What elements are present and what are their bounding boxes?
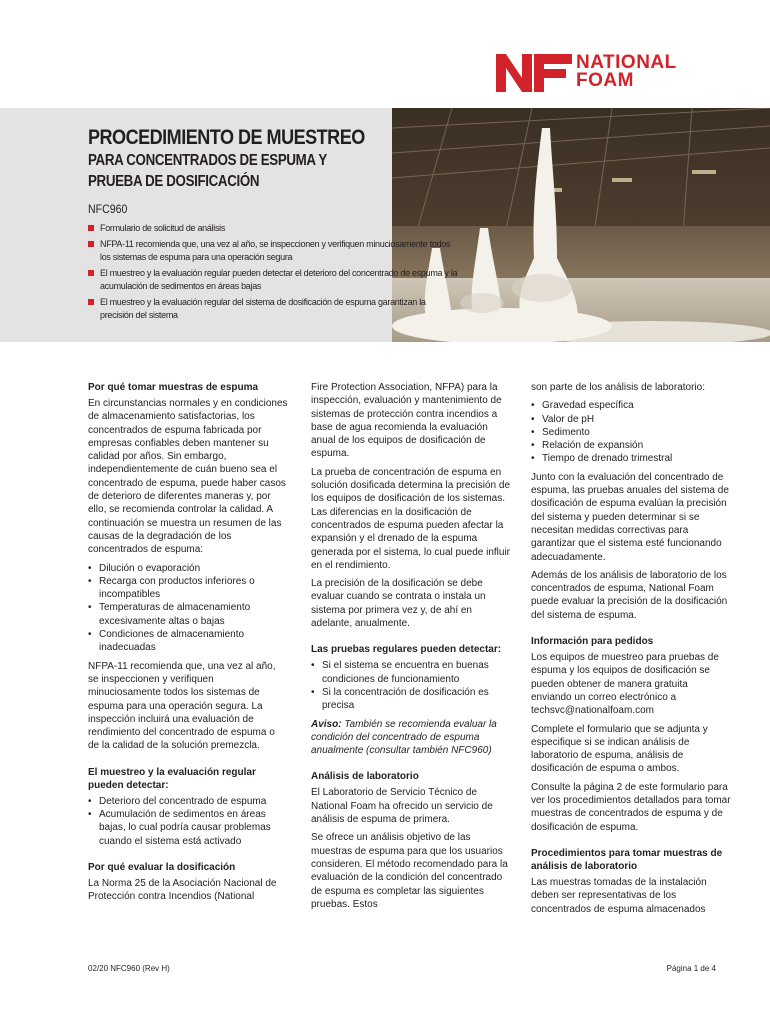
- paragraph: Además de los análisis de laboratorio de los concentrados de espuma, National Foam puede evaluar la precisión de la dosificación del sistema de espuma.: [531, 569, 728, 621]
- list-item: • Sedimento: [531, 426, 731, 439]
- lab-tests-list: [531, 399, 731, 465]
- notice-text: También se recomienda evaluar la condición del concentrado de espuma anualmente (consultar también NFC960): [311, 718, 497, 757]
- degradation-causes-list: [88, 562, 288, 655]
- banner-bullet-text: NFPA-11 recomienda que, una vez al año, se inspeccionen y verifiquen minuciosamente todos los sistemas de espuma para una operación segura: [100, 239, 451, 262]
- paragraph: Se ofrece un análisis objetivo de las muestras de espuma para que los usuarios consideren. El método recomendado para la evaluación de la condición del concentrado de espuma es completar las siguientes pruebas. Estos: [311, 832, 508, 910]
- tests-detect-list: [311, 659, 511, 712]
- red-square-bullet-icon: [88, 241, 94, 247]
- banner-bullet: [88, 267, 458, 293]
- list-item: • Relación de expansión: [531, 439, 731, 452]
- notice-label: Aviso:: [311, 718, 342, 730]
- paragraph: Los equipos de muestreo para pruebas de espuma y los equipos de dosificación se pueden obtener de manera gratuita enviando un correo electrónico a techsvc@nationalfoam.com: [531, 652, 719, 717]
- document-subtitle-line-1: PARA CONCENTRADOS DE ESPUMA Y: [88, 152, 327, 169]
- red-square-bullet-icon: [88, 299, 94, 305]
- section-heading-regular-tests: Las pruebas regulares pueden detectar:: [311, 644, 502, 656]
- list-item: • Tiempo de drenado trimestral: [531, 452, 731, 465]
- logo-line-2: FOAM: [576, 70, 634, 91]
- paragraph: NFPA-11 recomienda que, una vez al año, se inspeccionen y verifiquen minuciosamente todos los sistemas de espuma para una operación segura. La inspección incluirá una evaluación de rendimiento del concentrado de espuma o de la calidad de la solución premezcla.: [88, 660, 276, 752]
- section-heading-sampling-procedures: Procedimientos para tomar muestras de análisis de laboratorio: [531, 847, 723, 872]
- list-item: • Si la concentración de dosificación es precisa: [311, 686, 511, 713]
- column-3: [531, 381, 731, 921]
- paragraph: Junto con la evaluación del concentrado de espuma, las pruebas anuales del sistema de dosificación de espuma evalúan la precisión del sistema y pueden determinar si se necesitan medidas correctivas para garantizar que el sistema esté funcionando adecuadamente.: [531, 471, 729, 563]
- notice-paragraph: [311, 718, 511, 758]
- paragraph: Fire Protection Association, NFPA) para la inspección, evaluación y mantenimiento de sistemas de protección contra incendios a base de agua recomienda la evaluación anual de los equipos de dosificación de espuma.: [311, 382, 502, 460]
- list-item: • Condiciones de almacenamiento inadecuadas: [88, 628, 288, 655]
- logo-line-1: NATIONAL: [576, 52, 677, 73]
- section-heading-regular-sampling: El muestreo y la evaluación regular pueden detectar:: [88, 766, 256, 791]
- banner-bullet-text: El muestreo y la evaluación regular pueden detectar el deterioro del concentrado de espuma y la acumulación de sedimentos en áreas bajas: [100, 268, 458, 291]
- list-item: • Gravedad específica: [531, 399, 731, 412]
- paragraph: Complete el formulario que se adjunta y especifique si se indican análisis de laboratorio de espuma, análisis de dosificación de espuma o ambos.: [531, 723, 708, 775]
- section-heading-lab-analysis: Análisis de laboratorio: [311, 771, 419, 783]
- banner-bullet: [88, 296, 458, 322]
- paragraph: La precisión de la dosificación se debe evaluar cuando se contrata o instala un sistema por primera vez y, de ahí en adelante, anualmente.: [311, 578, 486, 630]
- list-item: • Valor de pH: [531, 413, 731, 426]
- header-banner: [0, 108, 770, 342]
- paragraph: Las muestras tomadas de la instalación deben ser representativas de los concentrados de espuma almacenados: [531, 876, 707, 915]
- banner-bullet-text: El muestreo y la evaluación regular del sistema de dosificación de espuma garantizan la precisión del sistema: [100, 297, 426, 320]
- banner-bullet: [88, 222, 458, 235]
- list-item: • Recarga con productos inferiores o incompatibles: [88, 575, 288, 602]
- list-item: • Temperaturas de almacenamiento excesivamente altas o bajas: [88, 601, 288, 628]
- list-item: • Deterioro del concentrado de espuma: [88, 795, 288, 808]
- document-subtitle-line-2: PRUEBA DE DOSIFICACIÓN: [88, 173, 260, 190]
- list-item: • Acumulación de sedimentos en áreas bajas, lo cual podría causar problemas cuando el sistema está activado: [88, 808, 288, 848]
- banner-bullet: [88, 238, 458, 264]
- paragraph: El Laboratorio de Servicio Técnico de National Foam ha ofrecido un servicio de análisis de espuma de primera.: [311, 787, 493, 826]
- paragraph: En circunstancias normales y en condiciones de almacenamiento satisfactorias, los concentrados de espuma fabricada por empresas confiables deben mantener su calidad por años. Sin embargo, independientemente de cuán bueno sea el concentrado de espuma, puede haber casos de deterioro de diferentes maneras y, por ello, se recomienda controlar la calidad. A continuación se muestra un resumen de las causas de la degradación de los concentrados de espuma:: [88, 398, 288, 556]
- document-code: NFC960: [88, 202, 128, 216]
- paragraph: La Norma 25 de la Asociación Nacional de Protección contra Incendios (National: [88, 877, 277, 903]
- paragraph: Consulte la página 2 de este formulario para ver los procedimientos detallados para tomar muestras de concentrados de espuma y de dosificación de espuma.: [531, 781, 731, 833]
- logo-wordmark: [576, 54, 677, 90]
- national-foam-logo: [496, 54, 718, 94]
- list-item: • Si el sistema se encuentra en buenas condiciones de funcionamiento: [311, 659, 511, 686]
- detection-list: [88, 795, 288, 848]
- column-1: [88, 381, 288, 909]
- document-title: PROCEDIMIENTO DE MUESTREO: [88, 126, 365, 149]
- paragraph: La prueba de concentración de espuma en solución dosificada determina la precisión de los equipos de dosificación de los sistemas. Las diferencias en la dosificación de concentrados de espuma pueden afectar la expansión y el drenado de la espuma generada por el sistema, lo cual puede influir en el rendimiento.: [311, 466, 511, 571]
- banner-text-block: [88, 126, 458, 325]
- column-2: [311, 381, 511, 916]
- nf-logo-mark-icon: [496, 54, 572, 92]
- footer-document-revision: 02/20 NFC960 (Rev H): [88, 964, 170, 973]
- red-square-bullet-icon: [88, 225, 94, 231]
- banner-bullet-list: [88, 222, 458, 322]
- section-heading-why-proportioning: Por qué evaluar la dosificación: [88, 861, 236, 873]
- section-heading-ordering-info: Información para pedidos: [531, 636, 654, 648]
- banner-bullet-text: Formulario de solicitud de análisis: [100, 223, 226, 233]
- red-square-bullet-icon: [88, 270, 94, 276]
- footer-page-number: Página 1 de 4: [666, 964, 716, 973]
- section-heading-why-sample: Por qué tomar muestras de espuma: [88, 382, 259, 393]
- paragraph: son parte de los análisis de laboratorio:: [531, 382, 705, 393]
- list-item: • Dilución o evaporación: [88, 562, 288, 575]
